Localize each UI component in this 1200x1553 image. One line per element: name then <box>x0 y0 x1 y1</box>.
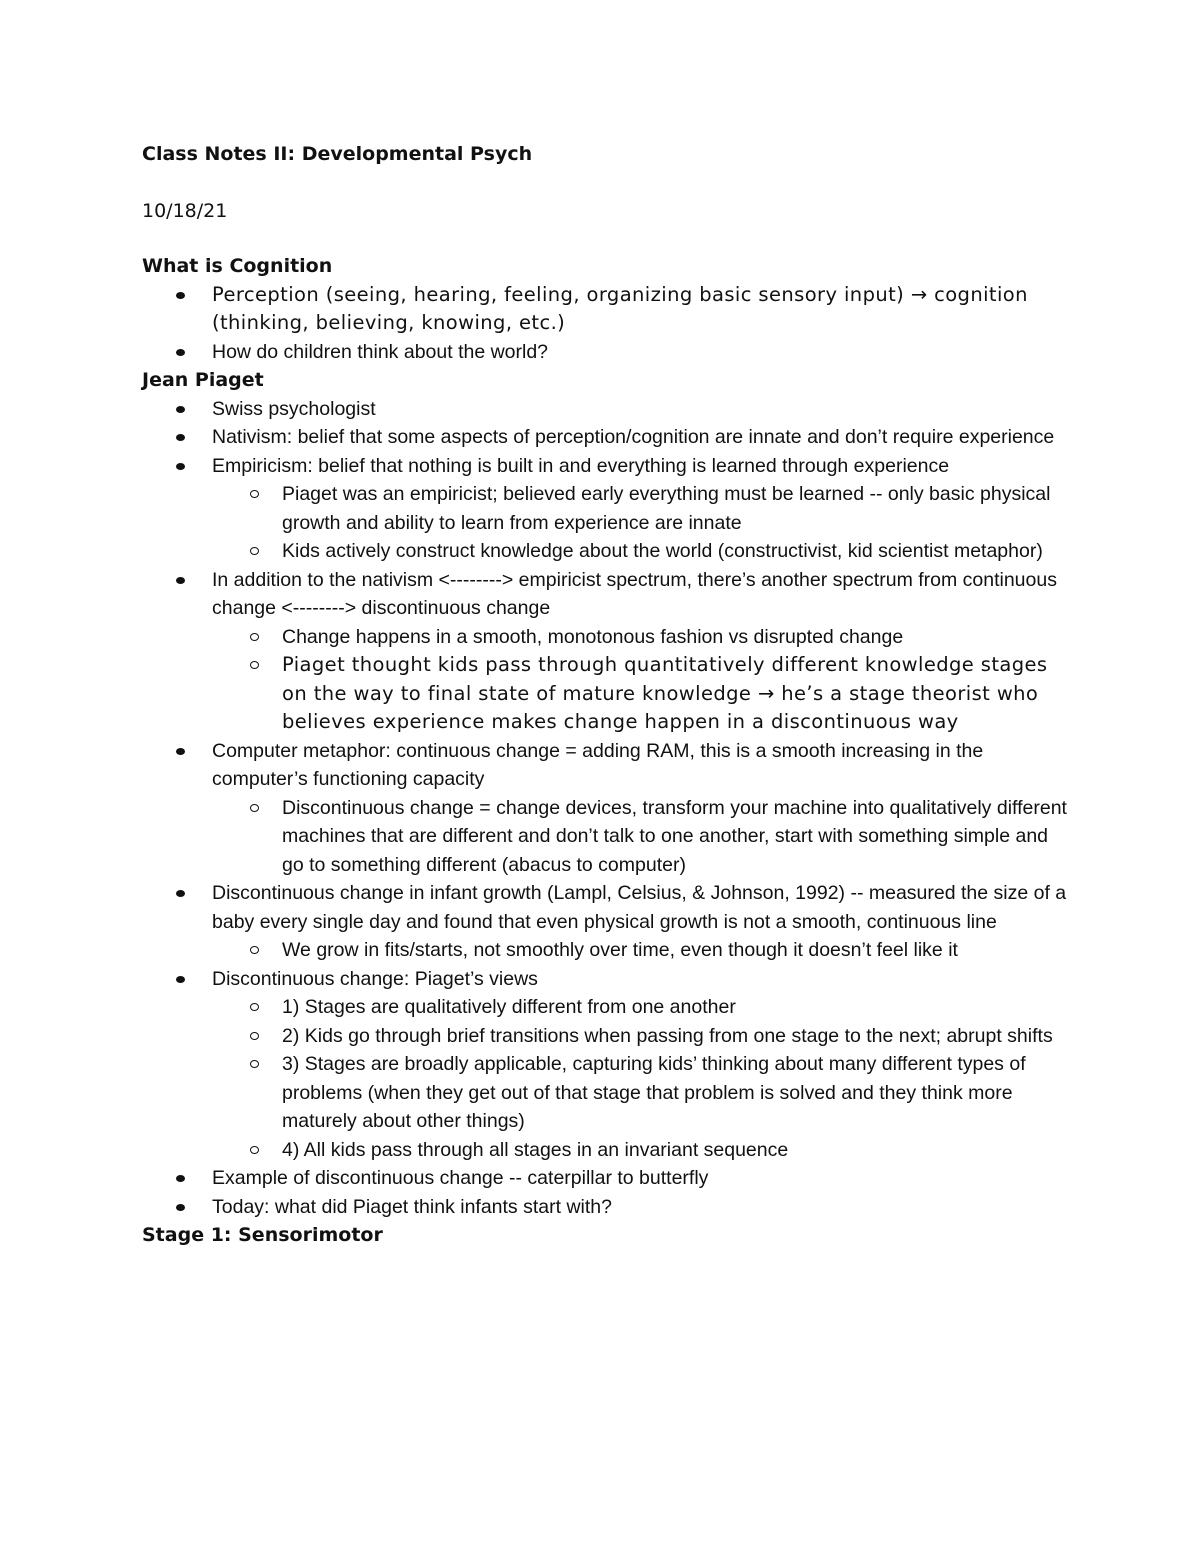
computer-sublist <box>212 794 1072 880</box>
bullet-icon <box>176 890 185 897</box>
sub-list-item <box>212 936 1072 965</box>
sub-list-item <box>212 537 1072 566</box>
bullet-icon <box>176 1204 185 1211</box>
list-item <box>142 338 1072 367</box>
views-sublist <box>212 993 1072 1164</box>
sub-list-item-text: 4) All kids pass through all stages in an invariant sequence <box>282 1138 789 1161</box>
hollow-bullet-icon <box>250 1032 259 1040</box>
hollow-bullet-icon <box>250 490 259 498</box>
hollow-bullet-icon <box>250 547 259 555</box>
list-item <box>142 965 1072 1165</box>
sub-list-item-text: 1) Stages are qualitatively different from one another <box>282 996 736 1018</box>
list-item <box>142 452 1072 566</box>
heading-what-is-cognition: What is Cognition <box>142 255 333 277</box>
sub-list-item <box>212 480 1072 537</box>
list-item-text: Computer metaphor: continuous change = adding RAM, this is a smooth increasing in the computer’s functioning capacity <box>212 739 984 790</box>
list-item <box>142 423 1072 452</box>
heading-jean-piaget: Jean Piaget <box>142 369 264 391</box>
list-item <box>142 737 1072 880</box>
piaget-list <box>142 395 1072 1222</box>
growth-sublist <box>212 936 1072 965</box>
bullet-icon <box>176 1175 185 1182</box>
hollow-bullet-icon <box>250 1146 259 1154</box>
sub-list-item <box>212 993 1072 1022</box>
hollow-bullet-icon <box>250 1060 259 1068</box>
hollow-bullet-icon <box>250 804 259 812</box>
list-item <box>142 1193 1072 1222</box>
sub-list-item <box>212 1050 1072 1136</box>
list-item-text: Today: what did Piaget think infants start with? <box>212 1195 612 1218</box>
sub-list-item <box>212 651 1072 737</box>
list-item <box>142 281 1072 338</box>
sub-list-item-text: We grow in fits/starts, not smoothly over time, even though it doesn’t feel like it <box>282 939 958 961</box>
list-item-text: In addition to the nativism <--------> empiricist spectrum, there’s another spectrum from continuous change <--------> discontinuous change <box>212 568 1057 619</box>
sub-list-item-text: Kids actively construct knowledge about the world (constructivist, kid scientist metaphor) <box>282 540 1043 562</box>
hollow-bullet-icon <box>250 1003 259 1011</box>
list-item-text: Swiss psychologist <box>212 397 376 420</box>
list-item-text: Nativism: belief that some aspects of perception/cognition are innate and don’t require experience <box>212 426 1055 448</box>
hollow-bullet-icon <box>250 946 259 954</box>
bullet-icon <box>176 406 185 413</box>
document-date: 10/18/21 <box>142 200 228 222</box>
list-item <box>142 395 1072 424</box>
empiricism-sublist <box>212 480 1072 566</box>
list-item <box>142 1164 1072 1193</box>
sub-list-item <box>212 1022 1072 1051</box>
sub-list-item <box>212 1136 1072 1165</box>
bullet-icon <box>176 976 185 983</box>
hollow-bullet-icon <box>250 661 259 669</box>
bullet-icon <box>176 292 185 299</box>
list-item-text: Discontinuous change: Piaget’s views <box>212 967 538 990</box>
bullet-icon <box>176 349 185 356</box>
sub-list-item-text: Piaget was an empiricist; believed early everything must be learned -- only basic physical growth and ability to learn from experience are innate <box>282 483 1051 534</box>
list-item <box>142 879 1072 965</box>
sub-list-item-text: Piaget thought kids pass through quantitatively different knowledge stages on the way to final state of mature knowledge → he’s a stage theorist who believes experience makes change happen in a discontinuous way <box>282 653 1048 733</box>
sub-list-item-text: Change happens in a smooth, monotonous fashion vs disrupted change <box>282 625 904 648</box>
notes-document <box>142 138 1072 1250</box>
spectrum-sublist <box>212 623 1072 737</box>
hollow-bullet-icon <box>250 633 259 641</box>
list-item-text: Example of discontinuous change -- caterpillar to butterfly <box>212 1167 709 1189</box>
sub-list-item-text: Discontinuous change = change devices, transform your machine into qualitatively different machines that are different and don’t talk to one another, start with something simple and go to something different (abacus to computer) <box>282 796 1067 876</box>
heading-stage-1: Stage 1: Sensorimotor <box>142 1224 383 1246</box>
sub-list-item <box>212 623 1072 652</box>
list-item-text: Discontinuous change in infant growth (Lampl, Celsius, & Johnson, 1992) -- measured the size of a baby every single day and found that even physical growth is not a smooth, continuous line <box>212 882 1067 933</box>
sub-list-item-text: 2) Kids go through brief transitions when passing from one stage to the next; abrupt shifts <box>282 1024 1053 1047</box>
list-item-text: Perception (seeing, hearing, feeling, organizing basic sensory input) → cognition (thinking, believing, knowing, etc.) <box>212 282 1028 334</box>
list-item-text: How do children think about the world? <box>212 340 549 363</box>
bullet-icon <box>176 577 185 584</box>
bullet-icon <box>176 463 185 470</box>
sub-list-item-text: 3) Stages are broadly applicable, capturing kids’ thinking about many different types of problems (when they get out of that stage that problem is solved and they think more maturely about other things) <box>282 1053 1026 1132</box>
sub-list-item <box>212 794 1072 880</box>
list-item-text: Empiricism: belief that nothing is built in and everything is learned through experience <box>212 454 950 477</box>
cognition-list <box>142 281 1072 367</box>
list-item <box>142 566 1072 737</box>
bullet-icon <box>176 434 185 441</box>
bullet-icon <box>176 748 185 755</box>
document-title: Class Notes II: Developmental Psych <box>142 143 533 165</box>
